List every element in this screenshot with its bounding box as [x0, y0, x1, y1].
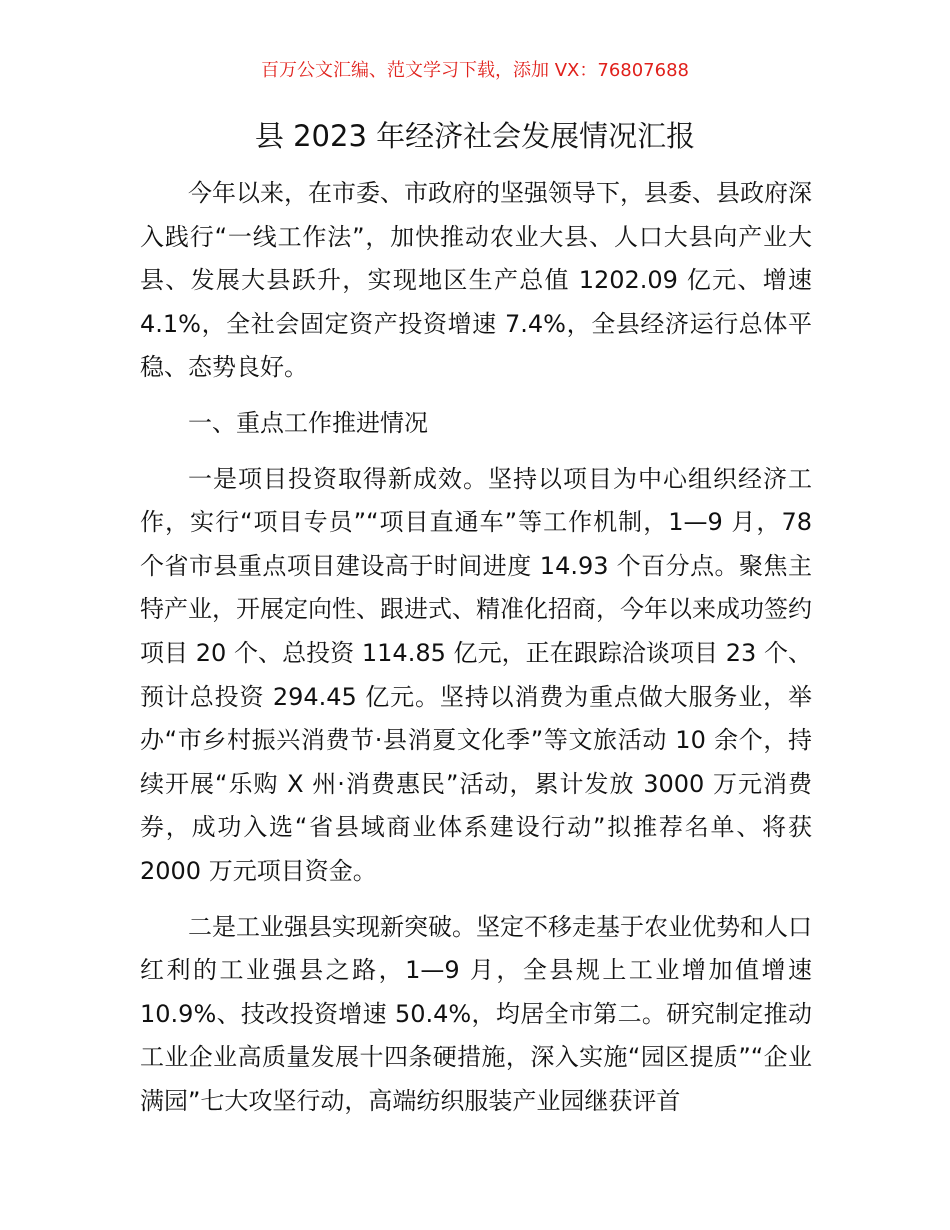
section-heading: 一、重点工作推进情况	[188, 408, 428, 437]
paragraph-industry: 二是工业强县实现新突破。坚定不移走基于农业优势和人口红利的工业强县之路，1—9 月，全县规上工业增加值增速 10.9%、技改投资增速 50.4%，均居全市第二。研究制定推动工业企业高质量发展十四条硬措施，深入实施“园区提质”“企业满园”七大攻坚行动，高端纺织服装产业园继获评首	[140, 912, 812, 1115]
paragraph-intro: 今年以来，在市委、市政府的坚强领导下，县委、县政府深入践行“一线工作法”，加快推动农业大县、人口大县向产业大县、发展大县跃升，实现地区生产总值 1202.09 亿元、增速 4.1%，全社会固定资产投资增速 7.4%，全县经济运行总体平稳、态势良好。	[140, 179, 812, 382]
watermark-banner: 百万公文汇编、范文学习下载，添加 VX：76807688	[261, 60, 689, 81]
paragraph-project-investment: 一是项目投资取得新成效。坚持以项目为中心组织经济工作，实行“项目专员”“项目直通车”等工作机制，1—9 月，78 个省市县重点项目建设高于时间进度 14.93 个百分点。聚焦主特产业，开展定向性、跟进式、精准化招商，今年以来成功签约项目 20 个、总投资 114.85 亿元，正在跟踪洽谈项目 23 个、预计总投资 294.45 亿元。坚持以消费为重点做大服务业，举办“市乡村振兴消费节·县消夏文化季”等文旅活动 10 余个，持续开展“乐购 X 州·消费惠民”活动，累计发放 3000 万元消费券，成功入选“省县域商业体系建设行动”拟推荐名单、将获 2000 万元项目资金。	[140, 464, 812, 885]
document-title: 县 2023 年经济社会发展情况汇报	[254, 119, 696, 153]
document-body	[140, 172, 812, 1123]
